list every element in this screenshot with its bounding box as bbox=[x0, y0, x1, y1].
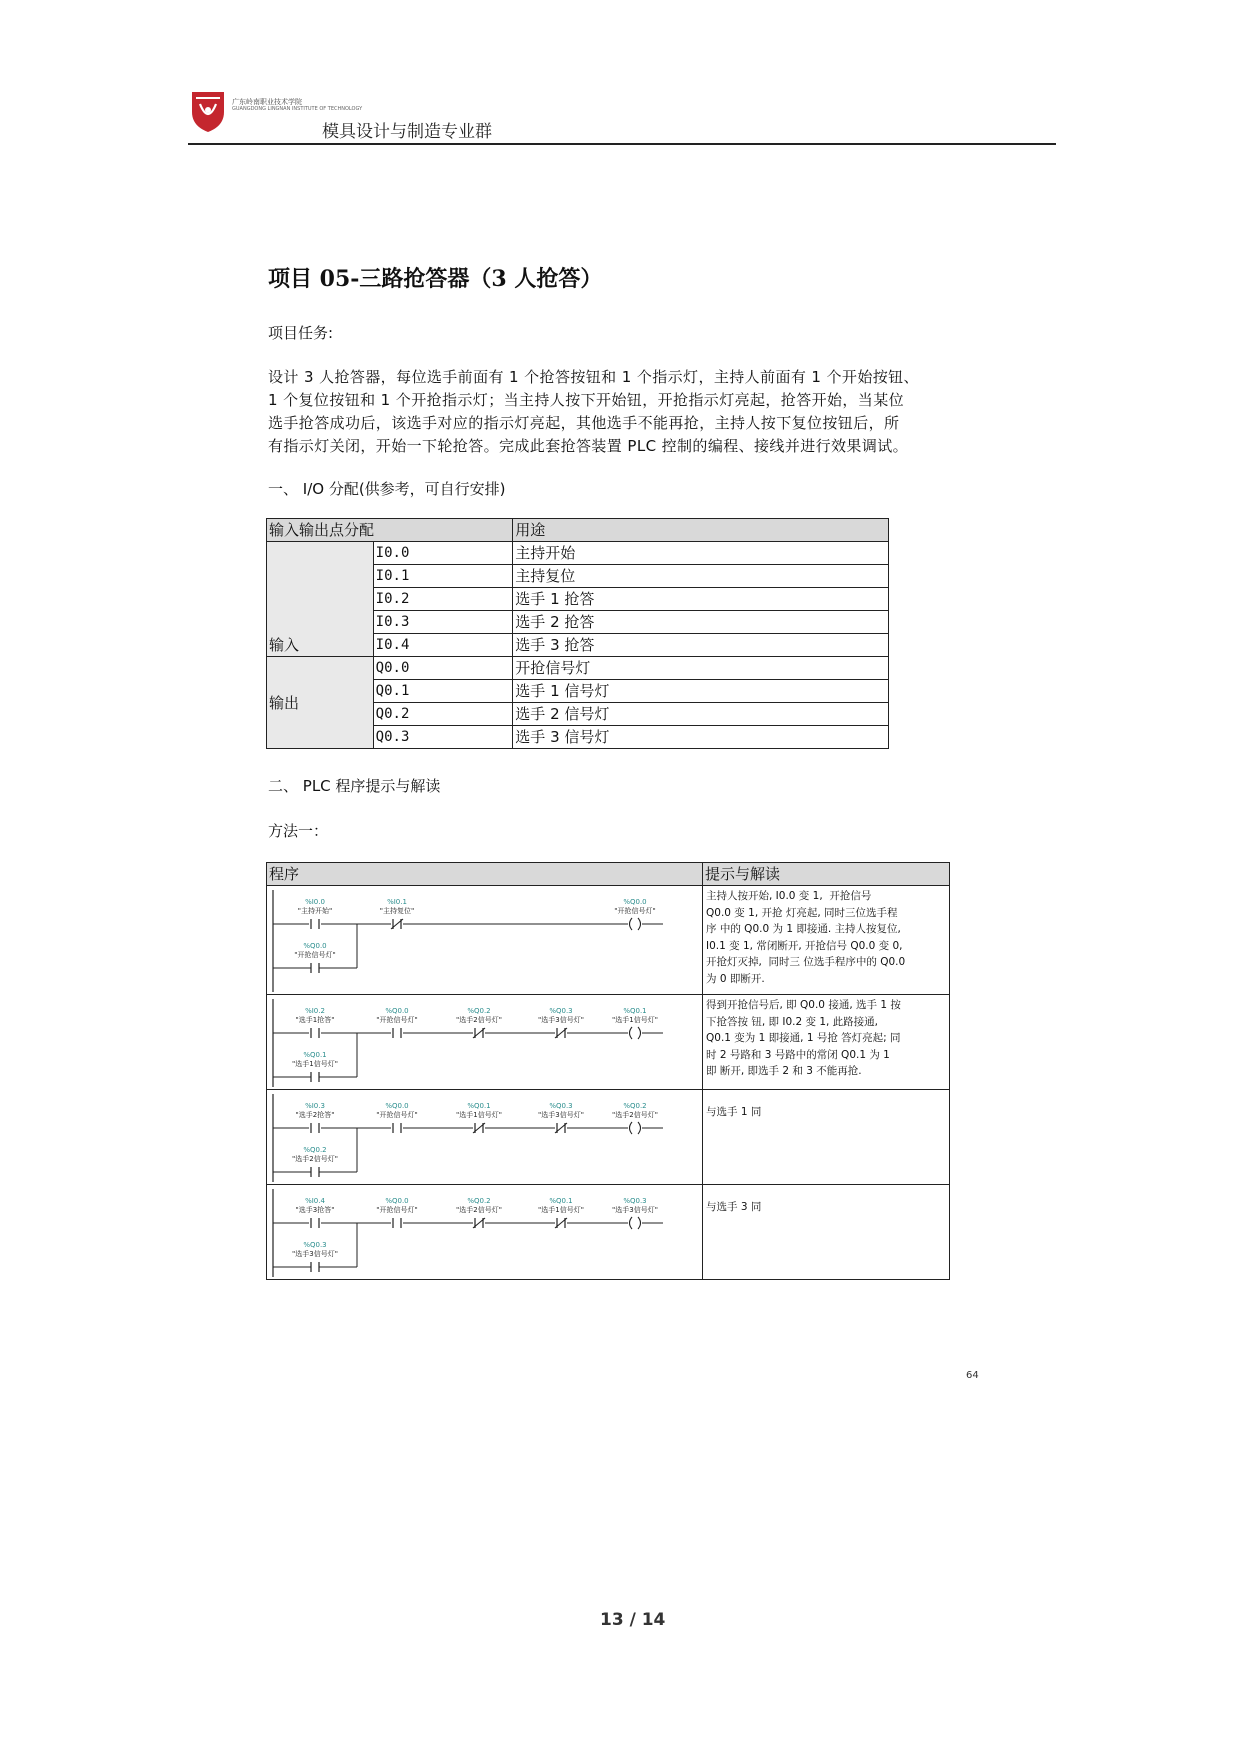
use-cell: 主持开始 bbox=[513, 542, 889, 565]
header-divider bbox=[188, 143, 1056, 145]
use-cell: 选手 2 抢答 bbox=[513, 611, 889, 634]
use-cell: 主持复位 bbox=[513, 565, 889, 588]
hint-text: 与选手 3 同 bbox=[706, 1201, 762, 1213]
ladder-cell bbox=[267, 995, 703, 1090]
contact-label: "开抢信号灯" bbox=[376, 1016, 418, 1024]
coil-label: "选手1信号灯" bbox=[612, 1016, 658, 1024]
school-name-en: GUANGDONG LINGNAN INSTITUTE OF TECHNOLOGY bbox=[232, 106, 363, 112]
contact-label: "选手1抢答" bbox=[295, 1016, 335, 1024]
coil-label: "选手3信号灯" bbox=[612, 1206, 658, 1214]
document-title: 项目 05-三路抢答器（3 人抢答） bbox=[268, 266, 603, 292]
io-allocation-table bbox=[266, 518, 889, 749]
table-row bbox=[267, 542, 889, 565]
table-header-row bbox=[267, 863, 950, 886]
contact-label: "选手2抢答" bbox=[295, 1111, 335, 1119]
use-cell: 选手 3 信号灯 bbox=[513, 726, 889, 749]
ladder-cell bbox=[267, 1090, 703, 1185]
address-cell: I0.0 bbox=[373, 542, 513, 565]
address-cell: Q0.3 bbox=[373, 726, 513, 749]
address-cell: I0.4 bbox=[373, 634, 513, 657]
ladder-rung-3 bbox=[267, 1090, 698, 1184]
branch-address: %Q0.1 bbox=[303, 1051, 327, 1059]
table-row bbox=[267, 657, 889, 680]
contact-address: %Q0.1 bbox=[549, 1197, 573, 1205]
branch-label: "选手3信号灯" bbox=[292, 1250, 338, 1258]
contact-label: "选手3信号灯" bbox=[538, 1111, 584, 1119]
contact-address: %Q0.3 bbox=[549, 1007, 573, 1015]
header-title: 模具设计与制造专业群 bbox=[322, 122, 492, 142]
contact-label: "主持开始" bbox=[297, 907, 333, 915]
contact-label: "选手2信号灯" bbox=[456, 1016, 502, 1024]
hint-text: 得到开抢信号后, 即 Q0.0 接通, 选手 1 按 下抢答按 钮, 即 I0.2 变 1, 此路接通, Q0.1 变为 1 即接通, 1 号抢 答灯亮起; 同 时 2 号路和 3 号路中的常闭 Q0.1 为 1 即 断开, 即选手 2 和 3 不能再抢. bbox=[706, 999, 901, 1077]
use-cell: 选手 1 抢答 bbox=[513, 588, 889, 611]
address-cell: I0.1 bbox=[373, 565, 513, 588]
ladder-rung-4 bbox=[267, 1185, 698, 1279]
table-header-cell: 输入输出点分配 bbox=[267, 519, 513, 542]
contact-address: %Q0.0 bbox=[385, 1102, 409, 1110]
branch-label: "选手2信号灯" bbox=[292, 1155, 338, 1163]
branch-address: %Q0.0 bbox=[303, 942, 327, 950]
coil-address: %Q0.2 bbox=[623, 1102, 647, 1110]
section-heading-io: 一、 I/O 分配(供参考，可自行安排) bbox=[268, 480, 506, 498]
contact-address: %I0.2 bbox=[305, 1007, 325, 1015]
coil-label: "选手2信号灯" bbox=[612, 1111, 658, 1119]
page-counter: 13 / 14 bbox=[600, 1610, 666, 1630]
branch-address: %Q0.3 bbox=[303, 1241, 327, 1249]
contact-address: %Q0.3 bbox=[549, 1102, 573, 1110]
coil-gap bbox=[628, 1121, 642, 1135]
table-header-row bbox=[267, 519, 889, 542]
branch-label: "开抢信号灯" bbox=[294, 951, 336, 959]
ladder-rung-2 bbox=[267, 995, 698, 1089]
school-logo-icon bbox=[190, 90, 226, 134]
section-heading-plc: 二、 PLC 程序提示与解读 bbox=[268, 777, 441, 795]
page-number-small: 64 bbox=[966, 1370, 979, 1381]
address-cell: I0.2 bbox=[373, 588, 513, 611]
hint-cell bbox=[703, 886, 950, 995]
branch-label: "选手1信号灯" bbox=[292, 1060, 338, 1068]
contact-label: "开抢信号灯" bbox=[376, 1206, 418, 1214]
method-label: 方法一： bbox=[268, 822, 329, 840]
ladder-rung-1 bbox=[267, 886, 698, 994]
coil-address: %Q0.1 bbox=[623, 1007, 647, 1015]
contact-address: %I0.1 bbox=[387, 898, 407, 906]
table-row bbox=[267, 995, 950, 1090]
contact-label: "选手3抢答" bbox=[295, 1206, 335, 1214]
contact-address: %Q0.2 bbox=[467, 1197, 491, 1205]
contact-label: "选手1信号灯" bbox=[456, 1111, 502, 1119]
use-cell: 开抢信号灯 bbox=[513, 657, 889, 680]
contact-address: %Q0.0 bbox=[385, 1007, 409, 1015]
school-name-cn: 广东岭南职业技术学院 bbox=[232, 98, 302, 106]
hint-cell bbox=[703, 1090, 950, 1185]
use-cell: 选手 3 抢答 bbox=[513, 634, 889, 657]
task-label: 项目任务: bbox=[268, 324, 334, 342]
address-cell: I0.3 bbox=[373, 611, 513, 634]
coil-address: %Q0.3 bbox=[623, 1197, 647, 1205]
table-header-cell: 提示与解读 bbox=[703, 863, 950, 886]
table-row bbox=[267, 1090, 950, 1185]
branch-address: %Q0.2 bbox=[303, 1146, 327, 1154]
hint-cell bbox=[703, 995, 950, 1090]
hint-text: 与选手 1 同 bbox=[706, 1106, 762, 1118]
coil-gap bbox=[628, 1216, 642, 1230]
paragraph-line: 设计 3 人抢答器，每位选手前面有 1 个抢答按钮和 1 个指示灯，主持人前面有 1 个开始按钮、 bbox=[268, 368, 919, 386]
address-cell: Q0.0 bbox=[373, 657, 513, 680]
use-cell: 选手 2 信号灯 bbox=[513, 703, 889, 726]
contact-label: "开抢信号灯" bbox=[376, 1111, 418, 1119]
paragraph-line: 选手抢答成功后，该选手对应的指示灯亮起，其他选手不能再抢，主持人按下复位按钮后，所 bbox=[268, 414, 900, 432]
table-header-cell: 程序 bbox=[267, 863, 703, 886]
address-cell: Q0.2 bbox=[373, 703, 513, 726]
group-cell-output: 输出 bbox=[267, 657, 374, 749]
contact-address: %Q0.1 bbox=[467, 1102, 491, 1110]
ladder-cell bbox=[267, 886, 703, 995]
table-row bbox=[267, 886, 950, 995]
hint-cell bbox=[703, 1185, 950, 1280]
paragraph-line: 有指示灯关闭，开始一下轮抢答。完成此套抢答装置 PLC 控制的编程、接线并进行效果调试。 bbox=[268, 437, 909, 455]
contact-address: %I0.0 bbox=[305, 898, 325, 906]
use-cell: 选手 1 信号灯 bbox=[513, 680, 889, 703]
contact-address: %Q0.2 bbox=[467, 1007, 491, 1015]
table-header-cell: 用途 bbox=[513, 519, 889, 542]
paragraph-line: 1 个复位按钮和 1 个开抢指示灯；当主持人按下开始钮，开抢指示灯亮起，抢答开始，当某位 bbox=[268, 391, 904, 409]
coil-gap bbox=[628, 1026, 642, 1040]
group-cell-input: 输入 bbox=[267, 542, 374, 657]
coil-address: %Q0.0 bbox=[623, 898, 647, 906]
coil-gap bbox=[628, 917, 642, 931]
contact-label: "选手1信号灯" bbox=[538, 1206, 584, 1214]
contact-label: "选手3信号灯" bbox=[538, 1016, 584, 1024]
contact-address: %I0.3 bbox=[305, 1102, 325, 1110]
plc-program-table bbox=[266, 862, 950, 1280]
contact-address: %I0.4 bbox=[305, 1197, 325, 1205]
contact-address: %Q0.0 bbox=[385, 1197, 409, 1205]
contact-label: "选手2信号灯" bbox=[456, 1206, 502, 1214]
address-cell: Q0.1 bbox=[373, 680, 513, 703]
coil-label: "开抢信号灯" bbox=[614, 907, 656, 915]
ladder-cell bbox=[267, 1185, 703, 1280]
table-row bbox=[267, 1185, 950, 1280]
hint-text: 主持人按开始, I0.0 变 1, 开抢信号 Q0.0 变 1, 开抢 灯亮起, 同时三位选手程 序 中的 Q0.0 为 1 即接通. 主持人按复位, I0.1 变 1, 常闭断开, 开抢信号 Q0.0 变 0, 开抢灯灭掉, 同时三 位选手程序中的 Q0.0 为 0 即断开. bbox=[706, 890, 906, 985]
contact-label: "主持复位" bbox=[379, 907, 415, 915]
